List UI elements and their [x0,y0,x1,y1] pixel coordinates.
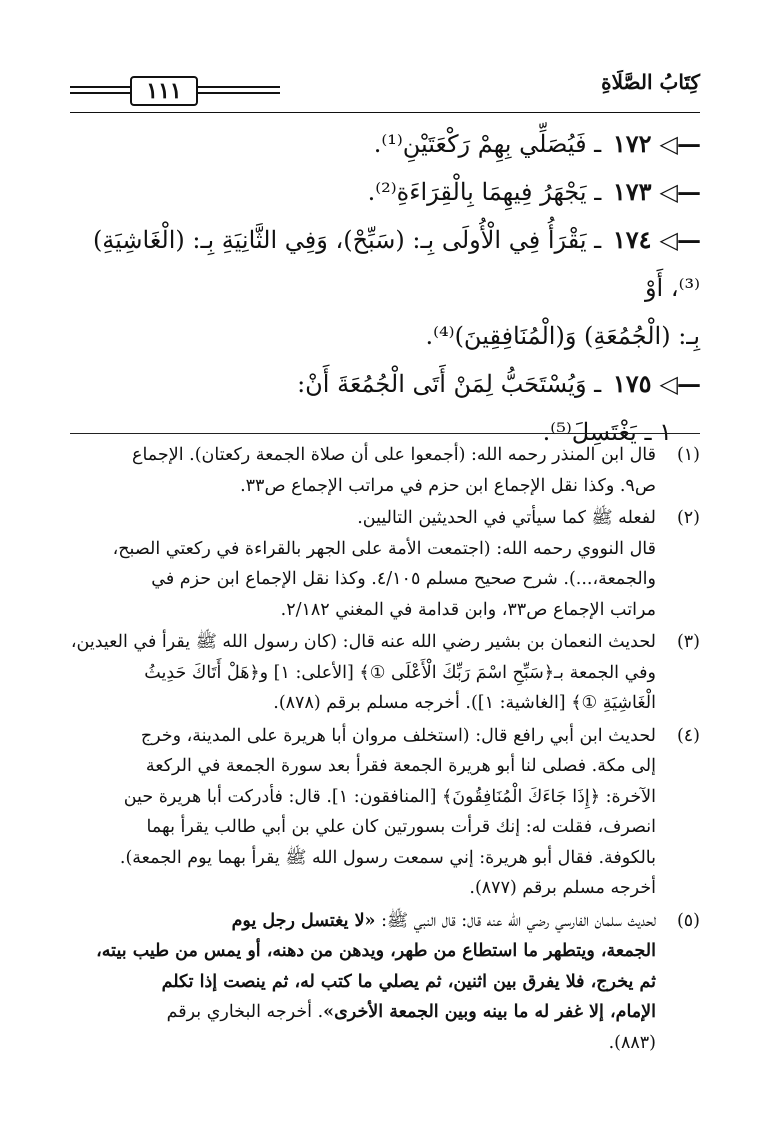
page-header [70,64,700,120]
main-text [70,120,700,456]
item-number: ١٧٤ [612,225,652,254]
footnote-4 [70,721,700,904]
footnote-body [70,440,656,501]
footnote-intro: لحديث سلمان الفارسي رضي الله عنه قال: قال النبي ﷺ: [375,910,656,931]
footnote-line: بالكوفة. فقال أبو هريرة: إني سمعت رسول الله ﷺ يقرأ بهما يوم الجمعة). [119,847,656,868]
footnote-5 [70,906,700,1059]
footnote-line: لحديث النعمان بن بشير رضي الله عنه قال: (كان رسول الله ﷺ يقرأ في العيدين، [70,632,656,652]
item-174 [70,216,700,360]
hadith-text: ثم يخرج، فلا يفرق بين اثنين، ثم يصلي ما كتب له، ثم ينصت إذا تكلم [161,971,656,992]
footnote-line: انصرف، فقلت له: إنك قرأت بسورتين كان علي بن أبي طالب يقرأ بهما [146,817,656,837]
footnote-line: مراتب الإجماع ص٣٣، وابن قدامة في المغني ٢/١٨٢. [280,599,656,620]
footnote-number: (٥) [676,910,700,931]
footnotes [70,440,700,1060]
item-175 [70,360,700,408]
footnote-tail: . أخرجه البخاري برقم [166,1002,324,1022]
footnote-separator [70,433,700,434]
footnote-1 [70,440,700,501]
book-title: كِتَابُ الصَّلَاةِ [601,70,700,94]
footnote-3 [70,627,700,719]
footnote-body [70,627,656,719]
item-marker-icon: —◁ [659,177,700,206]
footnote-2 [70,503,700,625]
footnote-body [70,906,656,1059]
footnote-line: أخرجه مسلم برقم (٨٧٧). [469,878,656,898]
header-divider [70,112,700,113]
footnote-line: الْغَاشِيَةِ ①﴾ [الغاشية: ١]). أخرجه مسلم برقم (٨٧٨). [273,693,656,713]
footnote-number: (٣) [676,632,700,652]
footnote-line [70,997,656,1028]
item-text: ـ وَيُسْتَحَبُّ لِمَنْ أَتَى الْجُمُعَةَ أَنْ: [297,370,602,398]
footnote-line: (٨٨٣). [608,1032,656,1053]
footnote-number: (١) [676,445,700,465]
item-text: ـ يَجْهَرُ فِيهِمَا بِالْقِرَاءَةِ⁽²⁾. [367,178,602,206]
item-marker-icon: —◁ [659,129,700,158]
footnote-line: ص٩. وكذا نقل الإجماع ابن حزم في مراتب الإجماع ص٣٣. [240,475,656,496]
footnote-number: (٢) [676,508,700,528]
item-text: ـ يَقْرَأُ فِي الْأُولَى بِـ: (سَبِّحْ)، وَفِي الثَّانِيَةِ بِـ: (الْغَاشِيَةِ)⁽³⁾، أَوْ [92,226,700,302]
hadith-text: «لا يغتسل رجل يوم [231,910,376,931]
footnote-line: قال ابن المنذر رحمه الله: (أجمعوا على أن صلاة الجمعة ركعتان). الإجماع [132,445,656,465]
item-text-continued: بِـ: (الْجُمُعَةِ) وَ(الْمُنَافِقِينَ)⁽⁴⁾. [425,322,700,350]
footnote-number: (٤) [676,725,700,746]
footnote-line: قال النووي رحمه الله: (اجتمعت الأمة على الجهر بالقراءة في ركعتي الصبح، [112,538,656,559]
footnote-line [70,906,656,937]
item-number: ١٧٥ [612,369,652,398]
item-number: ١٧٢ [612,129,652,158]
footnote-line: لفعله ﷺ كما سيأتي في الحديثين التاليين. [357,508,656,528]
item-marker-icon: —◁ [659,225,700,254]
hadith-text: الجمعة، ويتطهر ما استطاع من طهر، ويدهن من دهنه، أو يمس من طيب بيته، [96,941,656,961]
hadith-text: الإمام، إلا غفر له ما بينه وبين الجمعة الأخرى» [323,1002,656,1022]
footnote-line: وفي الجمعة بـ﴿سَبِّحِ اسْمَ رَبِّكَ الْأَعْلَى ①﴾ [الأعلى: ١] و﴿هَلْ أَتَاكَ حَدِيثُ [144,662,656,683]
footnote-line: الآخرة: ﴿إِذَا جَاءَكَ الْمُنَافِقُونَ﴾ [المنافقون: ١]. قال: فأدركت أبا هريرة حين [123,786,656,807]
page-number: ١١١ [130,76,198,106]
item-marker-icon: —◁ [659,369,700,398]
footnote-line: والجمعة،...). شرح صحيح مسلم ٤/١٠٥. وكذا نقل الإجماع ابن حزم في [151,569,656,589]
footnote-line: إلى مكة. فصلى لنا أبو هريرة الجمعة فقرأ بعد سورة الجمعة في الركعة [145,756,656,776]
sub-item-1: ١ ـ يَغْتَسِلَ⁽⁵⁾. [542,418,672,446]
item-text: ـ فَيُصَلِّي بِهِمْ رَكْعَتَيْنِ⁽¹⁾. [373,130,602,158]
footnote-line: لحديث ابن أبي رافع قال: (استخلف مروان أبا هريرة على المدينة، وخرج [140,725,656,746]
footnote-body [70,503,656,625]
header-rule-right [194,86,280,94]
item-173 [70,168,700,216]
header-rule-left [70,86,130,94]
footnote-body [70,721,656,904]
item-number: ١٧٣ [612,177,652,206]
item-172 [70,120,700,168]
